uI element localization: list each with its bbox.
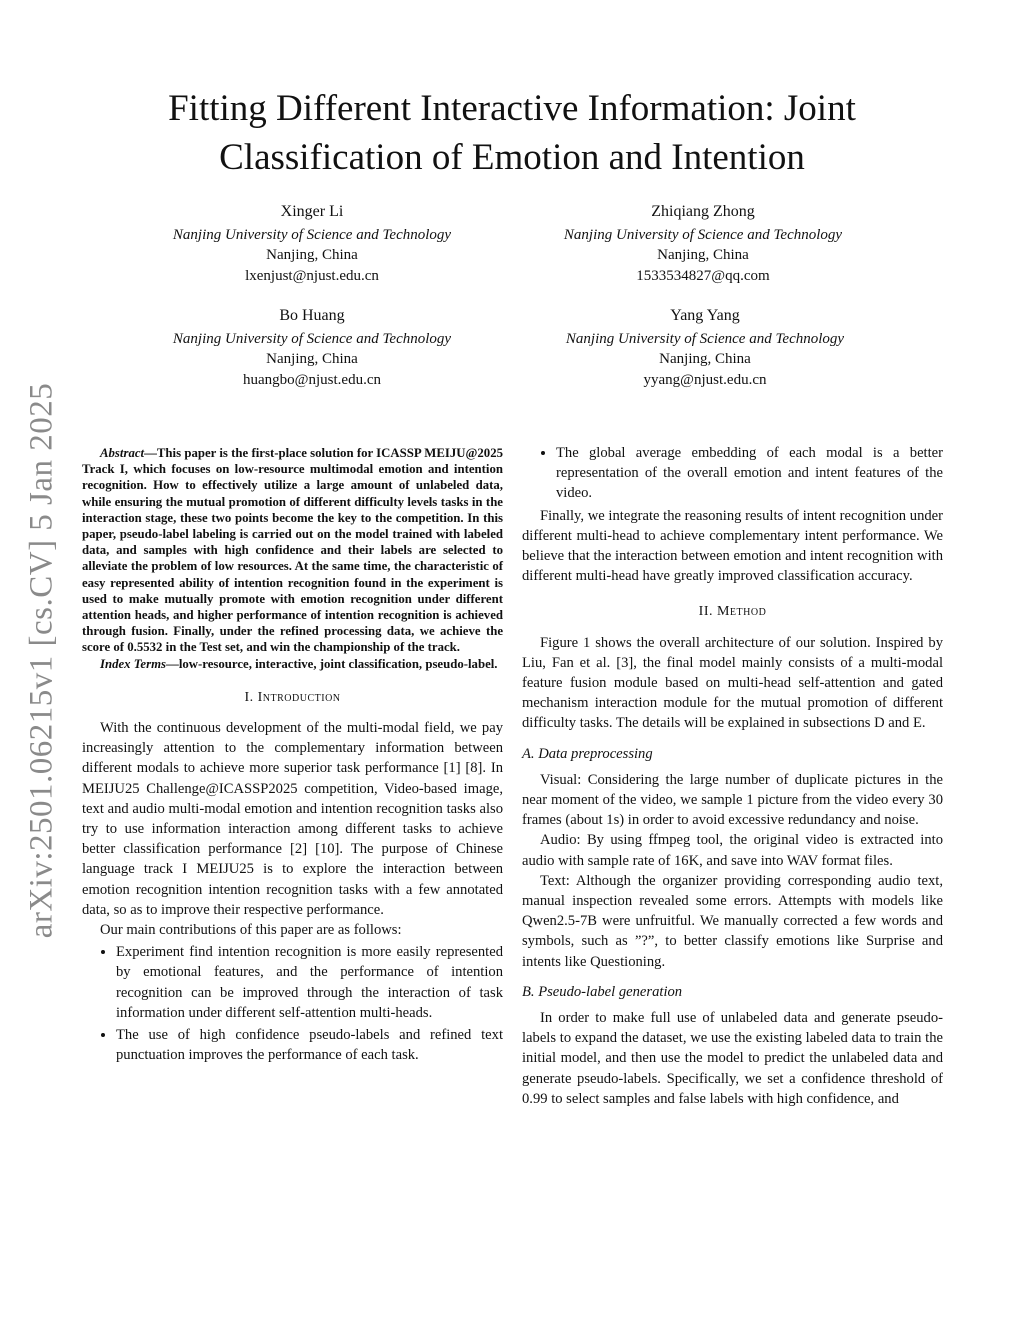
author-email: huangbo@njust.edu.cn — [243, 371, 381, 388]
author-location: Nanjing, China — [266, 247, 358, 263]
author-affiliation: Nanjing University of Science and Technology — [565, 330, 845, 347]
author-block-2 — [503, 202, 903, 286]
arxiv-id: arXiv:2501.06215v1 [cs.CV] 5 Jan 2025 — [23, 382, 60, 938]
author-affiliation: Nanjing University of Science and Technology — [172, 330, 452, 347]
author-location: Nanjing, China — [266, 351, 358, 367]
author-block-4 — [505, 306, 905, 390]
contributions-list — [82, 942, 503, 1065]
section-title: Method — [716, 604, 767, 620]
abstract-label: Abstract — [100, 446, 145, 460]
section-number: I. — [244, 689, 254, 705]
abstract-body: —This paper is the first-place solution for ICASSP MEIJU@2025 Track I, which focuses on low-resource multimodal emotion and intention recognition. How to effectively utilize a large amount of unlabeled data, while ensuring the mutual promotion of different difficulty levels tasks in the interaction stage, these two points become the key to the competition. In this paper, pseudo-label labeling is carried out on the model trained with labeled data, and samples with high confidence and their labels are selected to alleviate the problem of low resources. At the same time, the characteristic of easy represented ability of intention recognition found in the experiment is used to make mutually promote with emotion recognition under different attention heads, and higher performance of intention recognition is achieved through fusion. Finally, under the refined processing data, we achieve the score of 0.5532 in the Test set, and win the championship of the track. — [82, 446, 503, 655]
section-title: Introduction — [257, 689, 341, 705]
author-name: Xinger Li — [280, 203, 344, 220]
paragraph: Our main contributions of this paper are as follows: — [100, 922, 402, 939]
list-item: • The use of high confidence pseudo-labels and refined text punctuation improves the performance of each task. — [116, 1025, 503, 1065]
paragraph: Audio: By using ffmpeg tool, the original video is extracted into audio with sample rate of 16K, and save into WAV format files. — [522, 832, 943, 869]
paragraph: Finally, we integrate the reasoning results of intent recognition under different multi-head to achieve complementary intent performance. We believe that the interaction between emotion and intent recognition with different multi-head have greatly improved classification accuracy. — [522, 507, 943, 585]
index-terms — [82, 656, 503, 672]
abstract — [82, 445, 503, 656]
paragraph: Visual: Considering the large number of duplicate pictures in the near moment of the video, we sample 1 picture from the video every 30 frames (about 1s) in order to avoid excessive redundancy and noise. — [522, 771, 943, 829]
index-terms-body: —low-resource, interactive, joint classification, pseudo-label. — [166, 656, 498, 671]
author-email: lxenjust@njust.edu.cn — [245, 267, 379, 284]
subsection-heading-pseudo-label: B. Pseudo-label generation — [522, 983, 683, 1000]
author-name: Yang Yang — [670, 307, 740, 324]
author-affiliation: Nanjing University of Science and Technology — [172, 226, 452, 243]
list-item: • Experiment find intention recognition is more easily represented by emotional features, and the performance of intention recognition can be improved through the interaction of task information under different self-attention multi-heads. — [116, 942, 503, 1023]
arxiv-stamp — [12, 365, 72, 955]
author-location: Nanjing, China — [659, 351, 751, 367]
list-item: • The global average embedding of each modal is a better representation of the overall emotion and intent features of the video. — [556, 443, 943, 504]
paper-title: Fitting Different Interactive Information: Joint Classification of Emotion and Intention — [168, 88, 856, 178]
author-block-1 — [112, 202, 512, 286]
author-affiliation: Nanjing University of Science and Technology — [563, 226, 843, 243]
section-heading-introduction — [82, 688, 503, 708]
section-heading-method — [522, 602, 943, 622]
subsection-heading-data-preprocessing: A. Data preprocessing — [522, 745, 653, 762]
section-number: II. — [698, 604, 713, 620]
paragraph: Figure 1 shows the overall architecture of our solution. Inspired by Liu, Fan et al. [3], the final model mainly consists of a multi-modal feature fusion module based on multi-head self-attention and gated mechanism interaction module for the mutual promotion of different difficulty tasks. The details will be explained in subsections D and E. — [522, 634, 943, 732]
author-block-3 — [112, 306, 512, 390]
paragraph: In order to make full use of unlabeled data and generate pseudo-labels to expand the dataset, we use the existing labeled data to train the initial model, and then use the model to predict the unlabeled data and generate pseudo-labels. Specifically, we set a confidence threshold of 0.99 to select samples and false labels with high confidence, and — [522, 1010, 943, 1107]
contributions-list-continued — [522, 443, 943, 504]
author-name: Bo Huang — [279, 307, 345, 324]
left-column — [82, 445, 503, 1068]
paragraph: Text: Although the organizer providing corresponding audio text, manual inspection revealed some errors. Attempts with models like Qwen2.5-7B were unfruitful. We manually corrected a few words and symbols, such as ”?”, to better classify emotions like Surprise and intents like Questioning. — [522, 872, 943, 970]
author-email: 1533534827@qq.com — [636, 267, 770, 284]
author-name: Zhiqiang Zhong — [651, 203, 755, 220]
right-column — [522, 443, 943, 1109]
paragraph: With the continuous development of the multi-modal field, we pay increasingly attention to the complementary information between different modals to achieve more superior task performance [1] [8]. In MEIJU25 Challenge@ICASSP2025 competition, Video-based image, text and audio multi-modal emotion and intention recognition tasks also try to use information interaction among different tasks to achieve better classification performance [2] [10]. The purpose of Chinese language track I MEIJU25 is to explore the interaction between emotion recognition intention recognition tasks with a few annotated data, so as to improve their respective performance. — [82, 720, 503, 918]
author-email: yyang@njust.edu.cn — [643, 371, 767, 388]
author-location: Nanjing, China — [657, 247, 749, 263]
index-terms-label: Index Terms — [100, 656, 167, 671]
